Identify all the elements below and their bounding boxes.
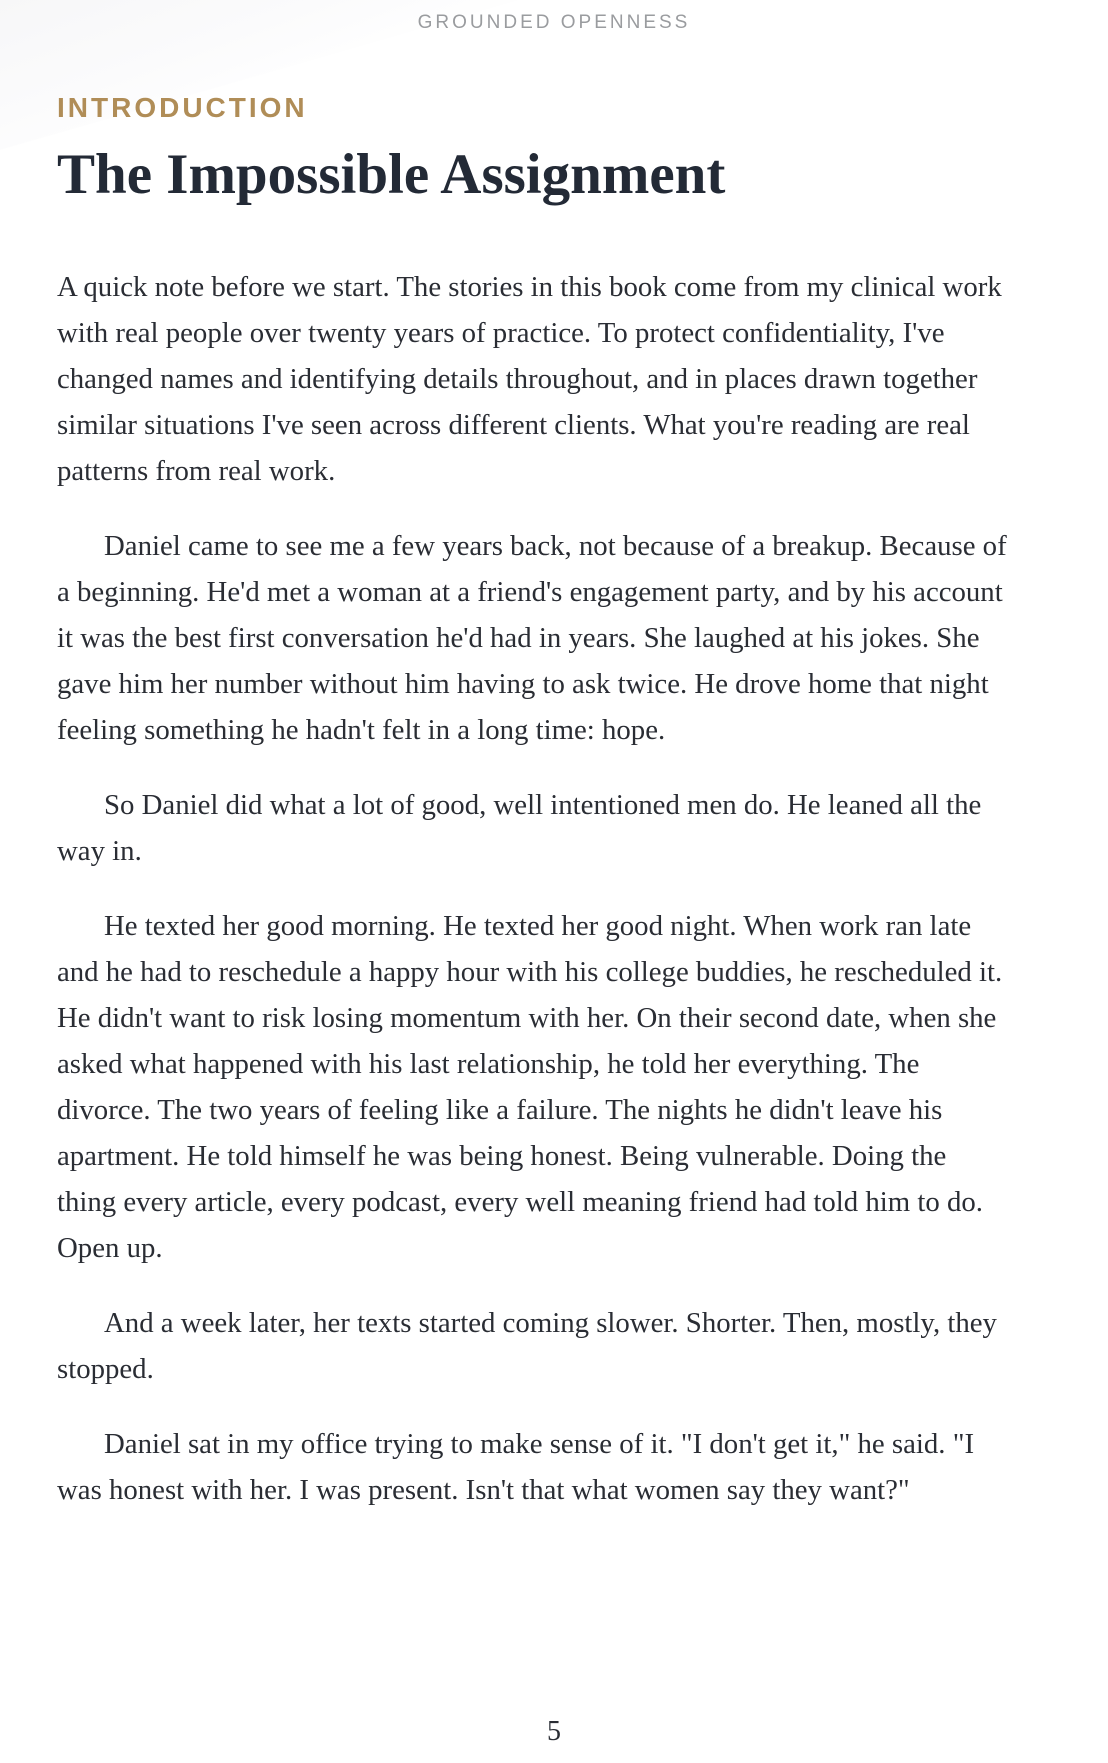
paragraph: And a week later, her texts started coming slower. Shorter. Then, mostly, they stopped. xyxy=(57,1307,997,1385)
chapter-label: INTRODUCTION xyxy=(57,92,308,123)
body-text xyxy=(57,264,1007,1542)
paragraph-author-note: A quick note before we start. The stories in this book come from my clinical work with real people over twenty years of practice. To protect confidentiality, I've changed names and identifying details throughout, and in places drawn together similar situations I've seen across different clients. What you're reading are real patterns from real work. xyxy=(57,271,1002,487)
page-number: 5 xyxy=(547,1716,561,1747)
chapter-title: The Impossible Assignment xyxy=(57,143,726,206)
paragraph: Daniel sat in my office trying to make sense of it. "I don't get it," he said. "I was honest with her. I was present. Isn't that what women say they want?" xyxy=(57,1428,975,1506)
running-header: GROUNDED OPENNESS xyxy=(417,12,691,33)
paragraph: So Daniel did what a lot of good, well intentioned men do. He leaned all the way in. xyxy=(57,789,982,867)
paragraph: He texted her good morning. He texted her good night. When work ran late and he had to reschedule a happy hour with his college buddies, he rescheduled it. He didn't want to risk losing momentum with her. On their second date, when she asked what happened with his last relationship, he told her everything. The divorce. The two years of feeling like a failure. The nights he didn't leave his apartment. He told himself he was being honest. Being vulnerable. Doing the thing every article, every podcast, every well meaning friend had told him to do. Open up. xyxy=(57,910,1003,1264)
paragraph: Daniel came to see me a few years back, not because of a breakup. Because of a beginning. He'd met a woman at a friend's engagement party, and by his account it was the best first conversation he'd had in years. She laughed at his jokes. She gave him her number without him having to ask twice. He drove home that night feeling something he hadn't felt in a long time: hope. xyxy=(57,530,1007,746)
